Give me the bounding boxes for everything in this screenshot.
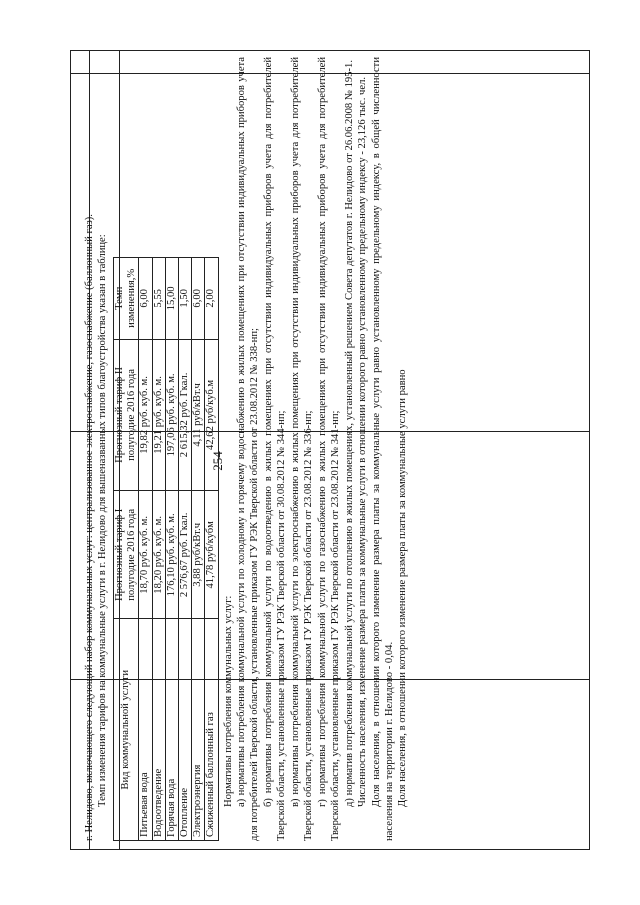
table-cell: 18,20 руб. куб. м. <box>152 491 165 619</box>
norm-paragraph: г) нормативы потребления коммунальной услуги по газоснабжению в жилых помещениях при отсутствии индивидуальных приборов учета для потребителей Тверской области, установленные приказом ГУ РЭК Тверской области от 23.08.2012 № 341-нп; <box>316 57 342 841</box>
table-cell: 2 576,67 руб. Гкал. <box>178 491 191 619</box>
table-cell: 6,00 <box>139 258 152 340</box>
table-cell: 19,21 руб. куб. м. <box>152 339 165 491</box>
table-cell: 6,00 <box>192 258 205 340</box>
table-cell: Отопление <box>178 619 191 841</box>
table-cell: 197,06 руб. куб. м. <box>165 339 178 491</box>
tariff-table <box>113 257 219 841</box>
table-cell: Питьевая вода <box>139 619 152 841</box>
column-header: Прогнозный тариф I полугодие 2016 года <box>113 491 138 619</box>
norm-paragraph: б) нормативы потребления коммунальной услуги по водоотведению в жилых помещениях при отсутствии индивидуальных приборов учета для потребителей Тверской области, установленные приказом ГУ РЭК Тверской области от 30.08.2012 № 344-нп; <box>262 57 288 841</box>
norm-paragraph: д) норматив потребления коммунальной услуги по отоплению в жилых помещениях, установленный решением Совета депутатов г. Нелидово от 26.06.2008 № 195-1. <box>343 60 355 807</box>
table-row <box>152 258 165 841</box>
share-paragraph: Доля населения, в отношении которого изменение размера платы за коммунальные услуги равно <box>397 369 409 807</box>
table-cell: 18,70 руб. куб. м. <box>139 491 152 619</box>
intro-paragraph: Темп изменения тарифов на коммунальные услуги в г. Нелидово для вышеназванных типов благоустройства указан в таблице: <box>97 234 109 807</box>
table-cell: 4,11 руб/кВт.ч <box>192 339 205 491</box>
table-row <box>139 258 152 841</box>
document-body <box>81 51 583 849</box>
column-header: Прогнозный тариф II полугодие 2016 года <box>113 339 138 491</box>
column-header: Вид коммунальной услуги <box>113 619 138 841</box>
table-row <box>178 258 191 841</box>
table-row <box>165 258 178 841</box>
table-row <box>192 258 205 841</box>
table-cell: 19,82 руб. куб. м. <box>139 339 152 491</box>
intro-paragraph: г. Нелидово, включающего следующий набор коммунальных услуг: централизованное электроснабжение, газоснабжение (баллонный газ). <box>84 214 95 841</box>
table-cell: 42,62 руб/куб.м <box>205 339 218 491</box>
table-cell: 15,00 <box>165 258 178 340</box>
table-row <box>205 258 218 841</box>
population-paragraph: Численность населения, изменение размера платы за коммунальные услуги в отношении которого равно установленному предельному индексу - 23,126 тыс. чел. <box>357 76 369 807</box>
table-cell: 2,00 <box>205 258 218 340</box>
page-number: 254 <box>210 451 225 471</box>
table-cell: Горячая вода <box>165 619 178 841</box>
table-cell: Водоотведение <box>152 619 165 841</box>
share-paragraph: Доля населения, в отношении которого изменение размера платы за коммунальные услуги равно установленному предельному индексу, в общей численности населения на территории г. Нелидово - 0,04. <box>370 57 395 841</box>
table-cell: 5,55 <box>152 258 165 340</box>
table-cell: Сжиженный баллонный газ <box>205 619 218 841</box>
table-cell: Электроэнергия <box>192 619 205 841</box>
norm-paragraph: а) нормативы потребления коммунальной услуги по холодному и горячему водоснабжению в жилых помещениях при отсутствии индивидуальных приборов учета для потребителей Тверской области, установленные приказом ГУ РЭК Тверской области от 23.08.2012 № 338-нп; <box>235 57 261 841</box>
norm-paragraph: в) нормативы потребления коммунальной услуги по электроснабжению в жилых помещениях при отсутствии индивидуальных приборов учета для потребителей Тверской области, установленные приказом ГУ РЭК Тверской области от 23.08.2012 № 336-нп; <box>289 57 315 841</box>
column-header: Темп изменения,% <box>113 258 138 340</box>
table-cell: 3,88 руб/кВт.ч <box>192 491 205 619</box>
table-cell: 41,78 руб/кубм <box>205 491 218 619</box>
table-cell: 176,10 руб. куб. м. <box>165 491 178 619</box>
section-heading: Нормативы потребления коммунальных услуг: <box>222 595 234 807</box>
table-cell: 2 615,32 руб. Гкал. <box>178 339 191 491</box>
table-header-row <box>113 258 138 841</box>
table-cell: 1,50 <box>178 258 191 340</box>
